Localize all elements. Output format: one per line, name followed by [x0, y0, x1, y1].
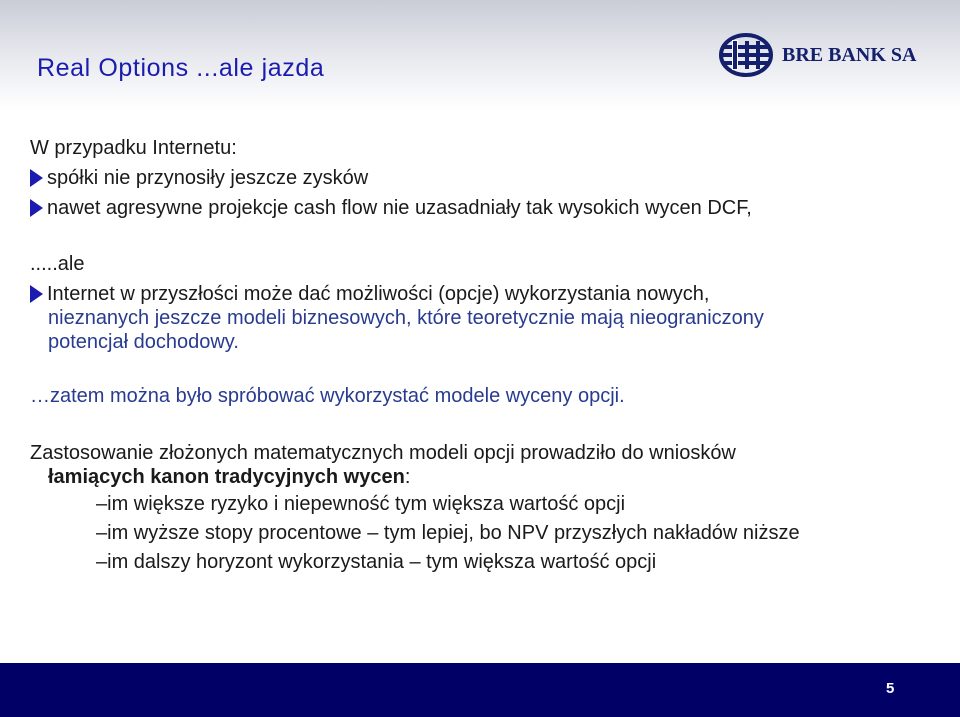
bre-bank-logo — [718, 32, 943, 80]
bullet-continuation: nieznanych jeszcze modeli biznesowych, które teoretycznie mają nieograniczony — [48, 307, 764, 329]
zatem-text: …zatem można było spróbować wykorzystać modele wyceny opcji. — [30, 385, 625, 407]
arrow-bullet-icon — [30, 285, 43, 303]
bullet-item — [30, 196, 752, 220]
conclusion-emphasis — [48, 465, 410, 489]
bold-phrase: łamiących kanon tradycyjnych wycen — [48, 466, 405, 488]
bullet-text: spółki nie przynosiły jeszcze zysków — [47, 167, 369, 189]
footer-bar — [0, 663, 960, 717]
conclusion-text: Zastosowanie złożonych matematycznych modeli opcji prowadziło do wniosków — [30, 442, 736, 464]
slide-title: Real Options ...ale jazda — [37, 54, 325, 82]
bullet-text: nawet agresywne projekcje cash flow nie uzasadniały tak wysokich wycen DCF, — [47, 197, 752, 219]
dash-item: –im większe ryzyko i niepewność tym większa wartość opcji — [96, 493, 626, 515]
arrow-bullet-icon — [30, 199, 43, 217]
bullet-continuation: potencjał dochodowy. — [48, 331, 239, 353]
arrow-bullet-icon — [30, 169, 43, 187]
dash-item: –im wyższe stopy procentowe – tym lepiej, bo NPV przyszłych nakładów niższe — [96, 522, 800, 544]
logo-text: BRE BANK SA — [782, 44, 917, 66]
bullet-item — [30, 282, 709, 306]
dash-item: –im dalszy horyzont wykorzystania – tym większa wartość opcji — [96, 551, 657, 573]
bre-logo-icon — [718, 32, 774, 78]
colon: : — [404, 466, 411, 488]
bullet-item — [30, 166, 368, 190]
intro-text: W przypadku Internetu: — [30, 137, 237, 159]
bullet-text: Internet w przyszłości może dać możliwości (opcje) wykorzystania nowych, — [47, 283, 710, 305]
page-number: 5 — [886, 680, 895, 697]
ale-text: .....ale — [30, 253, 85, 275]
